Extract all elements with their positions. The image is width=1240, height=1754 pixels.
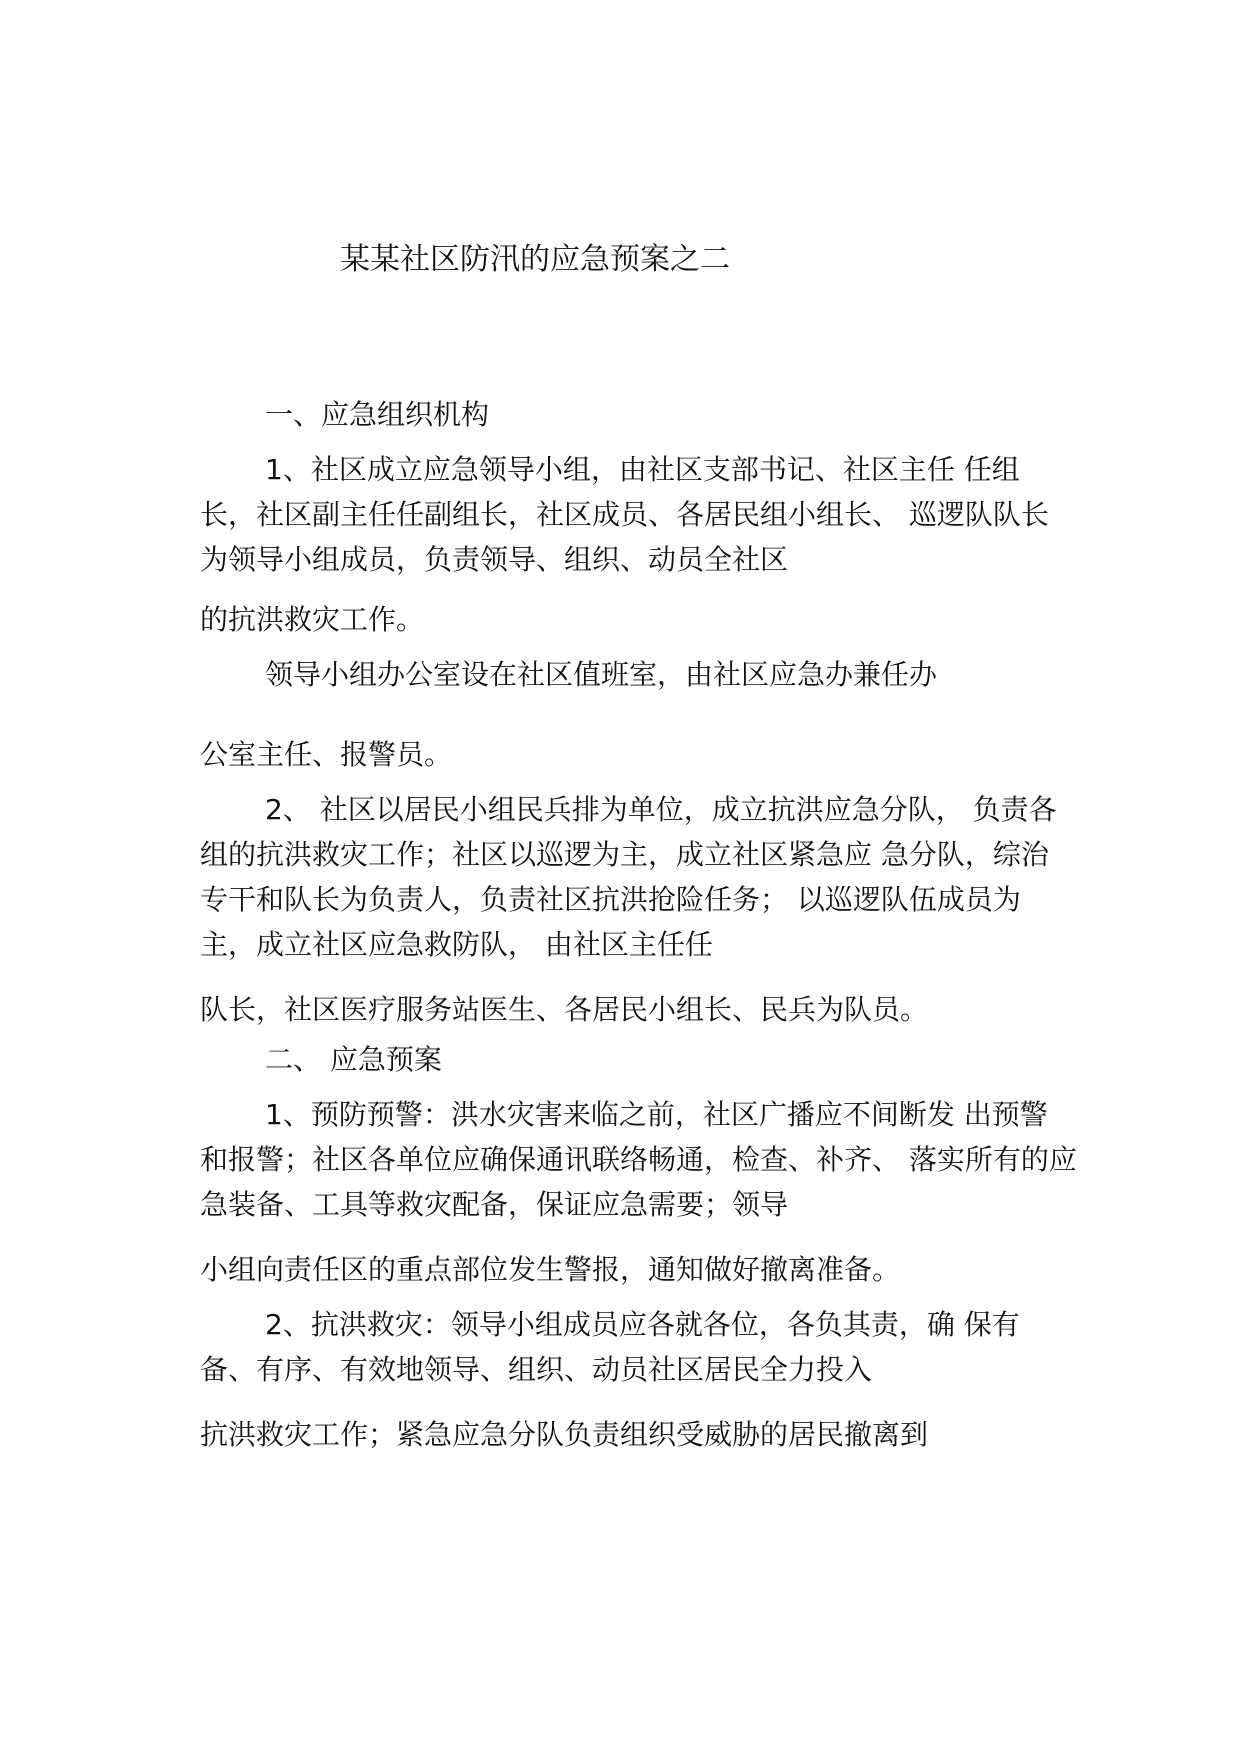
section-heading-2: 二、 应急预案 <box>265 1043 442 1076</box>
paragraph-line: 2、抗洪救灾：领导小组成员应各就各位，各负其责，确 保有 <box>265 1308 1020 1341</box>
paragraph-line: 公室主任、报警员。 <box>200 738 453 771</box>
paragraph-line: 小组向责任区的重点部位发生警报，通知做好撤离准备。 <box>200 1253 901 1286</box>
paragraph-line: 长，社区副主任任副组长，社区成员、各居民组小组长、 巡逻队队长 <box>200 498 1049 531</box>
paragraph-line: 为领导小组成员，负责领导、组织、动员全社区 <box>200 543 789 576</box>
paragraph-line: 急装备、工具等救灾配备，保证应急需要；领导 <box>200 1188 789 1221</box>
paragraph-line: 组的抗洪救灾工作；社区以巡逻为主，成立社区紧急应 急分队，综治 <box>200 838 1049 871</box>
paragraph-line: 和报警；社区各单位应确保通讯联络畅通，检查、补齐、 落实所有的应 <box>200 1143 1077 1176</box>
paragraph-line: 领导小组办公室设在社区值班室，由社区应急办兼任办 <box>265 658 938 691</box>
paragraph-line: 专干和队长为负责人，负责社区抗洪抢险任务； 以巡逻队伍成员为 <box>200 883 1021 916</box>
paragraph-line: 1、社区成立应急领导小组，由社区支部书记、社区主任 任组 <box>265 453 1020 486</box>
paragraph-line: 备、有序、有效地领导、组织、动员社区居民全力投入 <box>200 1353 873 1386</box>
paragraph-line: 队长，社区医疗服务站医生、各居民小组长、民兵为队员。 <box>200 993 929 1026</box>
section-heading-1: 一、应急组织机构 <box>265 398 490 431</box>
paragraph-line: 抗洪救灾工作；紧急应急分队负责组织受威胁的居民撤离到 <box>200 1418 929 1451</box>
paragraph-line: 的抗洪救灾工作。 <box>200 603 425 636</box>
paragraph-line: 2、 社区以居民小组民兵排为单位，成立抗洪应急分队， 负责各 <box>265 793 1057 826</box>
paragraph-line: 1、预防预警：洪水灾害来临之前，社区广播应不间断发 出预警 <box>265 1098 1048 1131</box>
paragraph-line: 主，成立社区应急救防队， 由社区主任任 <box>200 928 713 961</box>
document-title: 某某社区防汛的应急预案之二 <box>340 242 730 277</box>
